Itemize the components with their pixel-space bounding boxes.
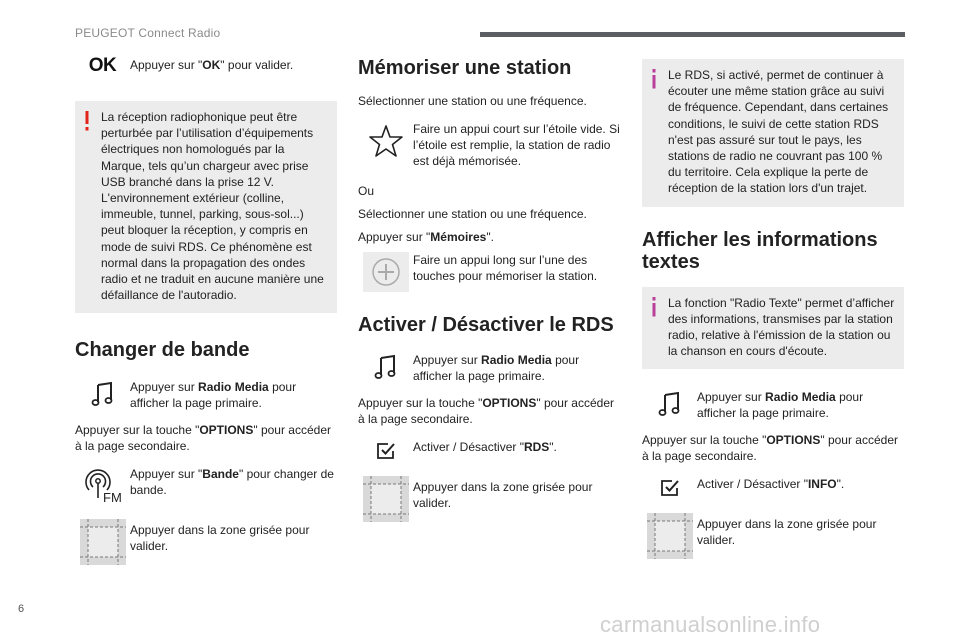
info-icon [651,297,657,317]
band-step [75,466,337,504]
checkbox-icon [376,442,396,460]
ok-icon: OK [88,55,117,76]
grey-zone-step-2-text: Appuyer dans la zone grisée pour valider. [413,480,593,510]
section-heading-change-band: Changer de bande [75,339,250,362]
star-step [358,121,620,169]
warning-text: La réception radiophonique peut être perturbée par l’utilisation d’équipements électriques non homologués par la Marque, tels qu’un chargeur avec prise USB branché dans la prise 12 V. L'environnement extérieur (colline, immeuble, tunnel, parking, sous-sol...) peut bloquer la réception, y compris en mode de suivi RDS. Ce phénomène est normal dans la propagation des ondes radio et ne traduit en aucune manière une défaillance de l'autoradio. [101,110,324,303]
star-step-text: Faire un appui court sur l’étoile vide. Si l’étoile est remplie, la station de radio est déjà mémorisée. [413,122,620,168]
radio-media-step-text: Appuyer sur Radio Media pour afficher la page primaire. [130,380,297,411]
info-step-text: Activer / Désactiver "INFO". [697,477,845,492]
info-box-rds [642,59,904,207]
fm-label: FM [102,490,122,505]
plus-step [358,252,620,292]
plus-step-text: Faire un appui long sur l’une des touches pour mémoriser la station. [413,253,598,283]
options-paragraph: Appuyer sur la touche "OPTIONS" pour accéder à la page secondaire. [75,423,331,454]
exclamation-icon [84,111,90,131]
music-note-icon [373,354,399,380]
grey-zone-step-3 [642,513,904,559]
or-text: Ou [358,184,375,198]
band-step-text: Appuyer sur "Bande" pour changer de bande. [130,467,334,498]
music-note-icon [90,381,116,407]
options-paragraph-2: Appuyer sur la touche "OPTIONS" pour accéder à la page secondaire. [358,396,614,426]
info-box-rds-text: Le RDS, si activé, permet de continuer à écouter une même station grâce au suivi de fréquence. Cependant, dans certaines conditions, le suivi de cette station RDS n'est pas assuré sur tout le pays, les stations de radio ne couvrant pas 100 % du territoire. Cela explique la perte de réception de la station lors d'un trajet. [668,68,889,196]
music-note-icon [657,391,683,417]
watermark: carmanualsonline.info [600,612,821,637]
section-heading-rds: Activer / Désactiver le RDS [358,314,614,336]
radio-fm-icon [83,468,123,504]
radio-media-step-2-text: Appuyer sur Radio Media pour afficher la page primaire. [413,353,580,383]
page-number: 6 [18,603,25,615]
info-box-radio-text-text: La fonction "Radio Texte" permet d’afficher des informations, transmises par la station radio, relative à l'émission de la station ou la chanson en cours d'écoute. [668,295,895,359]
column-1 [75,52,337,565]
manual-title: PEUGEOT Connect Radio [75,26,221,40]
grey-zone-icon [363,476,409,522]
radio-media-step-3 [642,389,904,421]
options-paragraph-3: Appuyer sur la touche "OPTIONS" pour accéder à la page secondaire. [642,433,898,464]
grey-zone-icon [647,513,693,559]
radio-media-step [75,379,337,411]
column-2 [358,52,620,522]
info-box-radio-text [642,287,904,370]
checkbox-icon [660,479,680,497]
ok-step-text: Appuyer sur "OK" pour valider. [130,58,294,72]
section-heading-text-info: Afficher les informations textes [642,228,878,273]
grey-zone-step-2 [358,476,620,522]
section-heading-memorize: Mémoriser une station [358,57,572,79]
column-3 [642,52,904,559]
info-icon [651,69,657,89]
rds-step [358,439,620,460]
select-station-paragraph: Sélectionner une station ou une fréquence. [358,94,587,108]
radio-media-step-3-text: Appuyer sur Radio Media pour afficher la page primaire. [697,390,864,421]
radio-media-step-2 [358,352,620,384]
star-icon [369,125,403,157]
plus-circle-icon [363,252,409,292]
grey-zone-step [75,519,337,565]
grey-zone-icon [80,519,126,565]
memories-paragraph: Appuyer sur "Mémoires". [358,230,494,244]
rds-step-text: Activer / Désactiver "RDS". [413,440,557,454]
grey-zone-step-3-text: Appuyer dans la zone grisée pour valider. [697,517,877,548]
info-step [642,476,904,497]
grey-zone-step-text: Appuyer dans la zone grisée pour valider. [130,523,310,554]
header-bar [480,32,905,37]
warning-box [75,101,337,313]
select-station-paragraph-2: Sélectionner une station ou une fréquence. [358,207,587,221]
ok-step [75,52,337,77]
